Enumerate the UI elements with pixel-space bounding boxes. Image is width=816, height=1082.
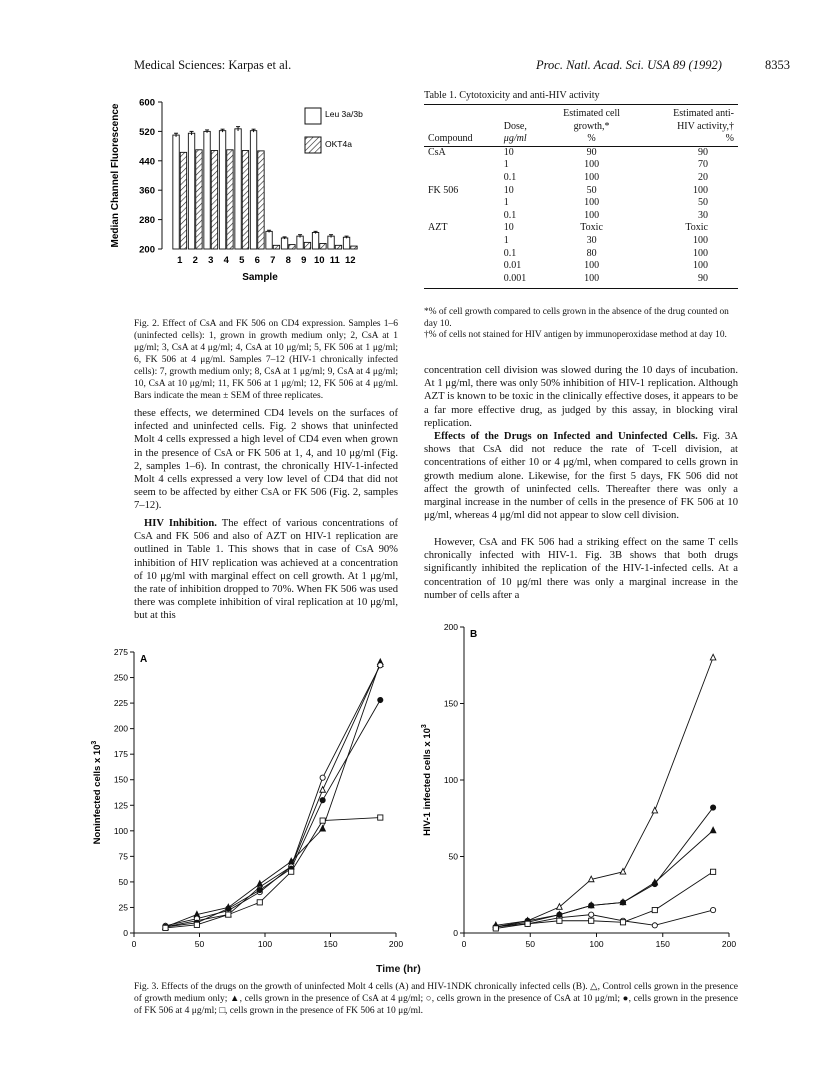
open-circle-marker	[589, 912, 594, 917]
legend-swatch-okt4a	[305, 137, 321, 153]
open-triangle-marker	[710, 654, 716, 660]
y-axis-label: HIV-1 infected cells x $10^3$	[421, 724, 433, 836]
table1-grid	[424, 105, 738, 288]
y-axis-label: Noninfected cells x $10^3$	[91, 740, 103, 845]
table1-cell: 1	[503, 197, 509, 209]
table1-cell	[424, 273, 500, 289]
bar-leu3a	[250, 131, 256, 249]
right-paragraph-2-text: Fig. 3A shows that CsA did not reduce the rate of T-cell division, at concentrations of either 10 or 4 μg/ml, when compared to cells grown in growth medium alone. Likewise, for the first 5 days, FK 506 did not affect the growth of uninfected cells. Thereafter there was only a marginal increase in the number of cells in the presence of FK 506 at 10 μg/ml, whereas 4 μg/ml did not appear to slow cell division.	[424, 431, 738, 522]
table1-cell: 100	[584, 209, 600, 221]
open-triangle-marker	[620, 869, 626, 875]
y-tick-label: 200	[139, 244, 155, 256]
table1-row	[424, 235, 738, 248]
x-tick-label: 0	[131, 939, 137, 949]
bar-okt4a	[304, 242, 310, 249]
col-activity	[639, 105, 739, 146]
table1-cell: 100	[584, 171, 600, 183]
table1-row	[424, 172, 738, 185]
y-tick-label: 100	[113, 825, 128, 836]
col-activity-line2: HIV activity,†	[677, 120, 734, 132]
y-tick-label: 125	[113, 800, 128, 811]
col-activity-line1: Estimated anti-	[673, 108, 734, 119]
table1-cell	[424, 197, 500, 210]
open-triangle-marker	[652, 807, 658, 813]
table1-title: Table 1. Cytotoxicity and anti-HIV activity	[424, 90, 600, 101]
bar-okt4a	[180, 152, 186, 249]
y-tick-label: 0	[453, 928, 458, 938]
panel-label: A	[140, 654, 148, 665]
table1-cell: 70	[698, 159, 708, 171]
filled-circle-marker	[226, 906, 231, 911]
filled-triangle-marker	[710, 827, 716, 833]
y-tick-label: 150	[113, 774, 128, 785]
table1-cell: 100	[584, 159, 600, 171]
y-tick-label: 520	[139, 126, 155, 138]
x-tick-label: 200	[721, 939, 737, 949]
open-square-marker	[525, 921, 530, 926]
table1-cell: Toxic	[580, 222, 603, 234]
bar-leu3a	[312, 232, 318, 249]
table1-cell	[424, 235, 500, 248]
x-tick-label: 8	[285, 255, 291, 266]
table1-cell: 1	[503, 159, 509, 171]
table1-row	[424, 197, 738, 210]
table1-footnote-1: *% of cell growth compared to cells grown in the absence of the drug counted on day 10.	[424, 307, 729, 329]
x-tick-label: 12	[344, 255, 356, 266]
bar-okt4a	[289, 245, 295, 249]
open-square-marker	[226, 912, 231, 917]
bar-leu3a	[328, 236, 334, 249]
fig3b-line-chart	[410, 615, 750, 960]
table1-cell: 100	[693, 184, 708, 196]
left-paragraph-2	[134, 517, 398, 623]
table1-cell: 0.1	[503, 247, 517, 259]
open-square-marker	[289, 869, 294, 874]
filled-circle-marker	[620, 900, 625, 905]
y-tick-label: 50	[448, 851, 458, 862]
open-square-marker	[493, 926, 498, 931]
filled-triangle-marker	[257, 881, 263, 887]
table1-cell: 50	[586, 184, 597, 196]
col-dose-line2: μg/ml	[503, 133, 527, 145]
open-square-marker	[194, 922, 199, 927]
bar-leu3a	[297, 236, 303, 249]
bar-leu3a	[266, 231, 272, 249]
x-tick-label: 7	[270, 255, 276, 266]
bar-leu3a	[281, 238, 287, 249]
open-square-marker	[620, 920, 625, 925]
table1-row	[424, 222, 738, 235]
fig2-caption: Fig. 2. Effect of CsA and FK 506 on CD4 expression. Samples 1–6 (uninfected cells): 1, grown in growth medium only; 2, CsA at 1 μg/ml; 3, CsA at 4 μg/ml; 4, CsA at 10 μg/ml; 5, FK 506 at 1 μg/ml; 6, FK 506 at 4 μg/ml. Samples 7–12 (HIV-1 chronically infected cells): 7, growth medium only; 8, CsA at 1 μg/ml; 9, CsA at 4 μg/ml; 10, CsA at 10 μg/ml; 11, FK 506 at 1 μg/ml; 12, FK 506 at 4 μg/ml. Bars indicate the mean ± SEM of three replicates.	[134, 319, 398, 401]
x-tick-label: 9	[301, 255, 307, 266]
right-paragraph-1: concentration cell division was slowed during the 10 days of incubation. At 1 μg/ml, there was only 50% inhibition of HIV-1 replication. Although AZT is known to be toxic in the clinically effective doses, it appears to be a far more effective drug, as judged by this assay, in blocking viral replication.	[424, 365, 738, 429]
table1-cell: FK 506	[428, 184, 459, 196]
table1-cell	[424, 248, 500, 261]
right-paragraph-2	[424, 430, 738, 522]
y-tick-label: 280	[139, 215, 155, 227]
table1-cell: 10	[503, 222, 514, 234]
bar-okt4a	[273, 245, 279, 249]
legend-label-leu3a: Leu 3a/3b	[325, 109, 363, 119]
col-growth-line1: Estimated cell	[563, 108, 621, 119]
x-tick-label: 150	[323, 939, 338, 949]
table1-cell: 90	[698, 272, 708, 284]
legend-swatch-leu3a	[305, 108, 321, 124]
table1-cell: 30	[698, 209, 708, 221]
table1-cell: 0.01	[503, 260, 522, 272]
filled-circle-marker	[378, 697, 383, 702]
bar-okt4a	[258, 151, 264, 249]
series-line-open-circle	[165, 665, 380, 926]
bar-leu3a	[188, 133, 194, 249]
open-triangle-marker	[320, 787, 326, 793]
open-square-marker	[711, 869, 716, 874]
legend-label-okt4a: OKT4a	[325, 139, 352, 149]
filled-circle-marker	[589, 903, 594, 908]
series-line-filled-circle	[496, 808, 713, 927]
table1-cell	[424, 159, 500, 172]
x-tick-label: 5	[239, 255, 245, 266]
open-square-marker	[652, 907, 657, 912]
open-square-marker	[589, 918, 594, 923]
x-tick-label: 150	[655, 939, 670, 949]
bar-okt4a	[335, 245, 341, 249]
hiv-inhibition-heading: HIV Inhibition.	[144, 518, 217, 529]
open-square-marker	[257, 900, 262, 905]
series-line-open-triangle	[496, 658, 713, 926]
page-number: 8353	[765, 58, 790, 72]
fig2-bar-chart	[100, 84, 410, 304]
table1-cell: 0.1	[503, 209, 517, 221]
filled-circle-marker	[652, 881, 657, 886]
bar-okt4a	[211, 151, 217, 249]
filled-circle-marker	[557, 912, 562, 917]
table1-cell: AZT	[428, 222, 448, 234]
filled-triangle-marker	[320, 825, 326, 831]
x-tick-label: 3	[208, 255, 214, 266]
open-circle-marker	[378, 663, 383, 668]
y-tick-label: 360	[139, 185, 155, 197]
table1-row	[424, 260, 738, 273]
table1-cell: 10	[503, 184, 514, 196]
table1-cell: 30	[586, 234, 597, 246]
bar-leu3a	[204, 131, 210, 249]
table1-cell: 100	[693, 234, 708, 246]
x-tick-label: 100	[257, 939, 273, 949]
table1-cell: 100	[584, 260, 600, 272]
effects-heading: Effects of the Drugs on Infected and Uninfected Cells.	[434, 431, 698, 442]
bar-leu3a	[235, 129, 241, 249]
col-growth-line2: growth,*	[573, 120, 610, 132]
filled-circle-marker	[257, 887, 262, 892]
table1-cell	[424, 260, 500, 273]
table1-cell: 1	[503, 234, 509, 246]
open-circle-marker	[320, 775, 325, 780]
fig3-x-axis-label: Time (hr)	[376, 963, 421, 975]
y-tick-label: 200	[443, 622, 458, 632]
fig3-caption: Fig. 3. Effects of the drugs on the growth of uninfected Molt 4 cells (A) and HIV-1NDK chronically infected cells (B). △, Control cells grown in the presence of growth medium only; ▲, cells grown in the presence of CsA at 4 μg/ml; ○, cells grown in the presence of CsA at 10 μg/ml; ●, cells grown in the presence of FK 506 at 4 μg/ml; □, cells grown in the presence of FK 506 at 10 μg/ml.	[134, 982, 738, 1016]
x-axis-label: Sample	[242, 272, 278, 283]
table1-row	[424, 185, 738, 198]
bar-okt4a	[196, 150, 202, 249]
filled-circle-marker	[711, 805, 716, 810]
bar-okt4a	[351, 246, 357, 249]
col-dose-line1: Dose,	[503, 120, 527, 132]
series-line-filled-triangle	[496, 830, 713, 926]
table1-cell: Toxic	[685, 222, 708, 234]
bar-okt4a	[320, 243, 326, 249]
table1-row	[424, 273, 738, 289]
table1-cell: 90	[698, 146, 708, 158]
bar-okt4a	[227, 150, 233, 249]
table1-cell: 80	[586, 247, 597, 259]
y-tick-label: 100	[443, 775, 458, 785]
y-tick-label: 200	[113, 723, 128, 734]
table1-cell: 0.1	[503, 171, 517, 183]
x-tick-label: 0	[461, 939, 467, 949]
x-tick-label: 6	[254, 255, 260, 266]
filled-circle-marker	[320, 798, 325, 803]
series-line-open-triangle	[165, 664, 380, 927]
table1-row	[424, 159, 738, 172]
open-square-marker	[163, 925, 168, 930]
col-activity-line3: %	[725, 133, 734, 145]
open-circle-marker	[711, 907, 716, 912]
y-tick-label: 150	[443, 698, 458, 709]
table1-cell: CsA	[428, 146, 446, 158]
open-circle-marker	[652, 923, 657, 928]
table1-cell: 100	[693, 247, 708, 259]
x-tick-label: 50	[194, 939, 205, 949]
y-axis-label: Median Channel Fluorescence	[110, 103, 121, 248]
y-tick-label: 275	[113, 647, 128, 657]
y-tick-label: 600	[139, 97, 155, 109]
bar-leu3a	[343, 237, 349, 249]
x-tick-label: 100	[589, 939, 604, 949]
x-tick-label: 10	[313, 255, 325, 266]
running-header-journal: Proc. Natl. Acad. Sci. USA 89 (1992)	[536, 58, 722, 72]
y-tick-label: 440	[139, 156, 155, 168]
y-tick-label: 0	[123, 928, 128, 938]
open-square-marker	[378, 815, 383, 820]
x-tick-label: 11	[329, 255, 340, 266]
right-paragraph-3: However, CsA and FK 506 had a striking effect on the same T cells chronically infected with HIV-1. Fig. 3B shows that both drugs significantly inhibited the replication of the HIV-1-infected cells. At a concentration of 10 μg/ml there was only a marginal increase in the number of cells after a	[424, 537, 738, 601]
series-line-filled-triangle	[165, 662, 380, 927]
panel-label: B	[470, 629, 478, 640]
y-tick-label: 250	[113, 672, 128, 683]
col-dose	[500, 105, 545, 146]
y-tick-label: 25	[118, 902, 128, 913]
table1-row	[424, 248, 738, 261]
open-square-marker	[557, 918, 562, 923]
table1-cell: 100	[584, 272, 600, 284]
left-paragraph-1: these effects, we determined CD4 levels on the surfaces of infected and uninfected cells. Fig. 2 shows that uninfected Molt 4 cells expressed a high level of CD4 even when grown in the presence of CsA or FK 506 at 1, 4, and 10 μg/ml (Fig. 2, samples 1–6). In contrast, the chronically HIV-1-infected Molt 4 cells expressed a very low level of CD4 that did not seem to be affected by either CsA or FK 506 (Fig. 2, samples 7–12).	[134, 408, 398, 512]
x-tick-label: 50	[525, 939, 535, 949]
table1-cell: 10	[503, 146, 514, 158]
table1-footnote-2: †% of cells not stained for HIV antigen by immunoperoxidase method at day 10.	[424, 330, 727, 340]
col-growth-line3: %	[587, 133, 596, 145]
series-line-open-square	[165, 818, 380, 928]
table1-cell: 50	[698, 197, 708, 209]
table1-cell	[424, 210, 500, 223]
open-square-marker	[320, 818, 325, 823]
table1-cell	[424, 172, 500, 185]
table1-cell: 20	[698, 171, 708, 183]
table1-cell: 100	[584, 197, 600, 209]
bar-leu3a	[219, 131, 225, 249]
open-triangle-marker	[557, 904, 563, 910]
table1-cell: 90	[586, 146, 597, 158]
running-header-left: Medical Sciences: Karpas et al.	[134, 58, 292, 72]
bar-leu3a	[173, 135, 179, 249]
y-tick-label: 225	[113, 698, 128, 709]
y-tick-label: 75	[118, 851, 128, 862]
bar-okt4a	[242, 151, 248, 249]
table1	[424, 104, 738, 289]
x-tick-label: 2	[192, 255, 198, 266]
x-tick-label: 200	[388, 939, 404, 949]
col-growth	[545, 105, 639, 146]
y-tick-label: 175	[113, 749, 128, 760]
x-tick-label: 1	[177, 255, 183, 266]
table1-row	[424, 147, 738, 160]
table1-cell: 0.001	[503, 272, 527, 284]
table1-row	[424, 210, 738, 223]
col-compound: Compound	[428, 133, 473, 145]
x-tick-label: 4	[223, 255, 229, 266]
y-tick-label: 50	[118, 876, 128, 887]
table1-cell: 100	[693, 260, 708, 272]
fig3a-line-chart	[80, 640, 410, 960]
left-paragraph-2-text: The effect of various concentrations of CsA and FK 506 and also of AZT on HIV-1 replication are outlined in Table 1. This shows that in case of CsA 90% inhibition of HIV replication was achieved at a concentration of 10 μg/ml with marginal effect on cell growth. At 1 μg/ml, the rate of inhibition dropped to 70%. When FK 506 was used there was complete inhibition of viral replication at 10 μg/ml, but at this	[134, 518, 398, 622]
